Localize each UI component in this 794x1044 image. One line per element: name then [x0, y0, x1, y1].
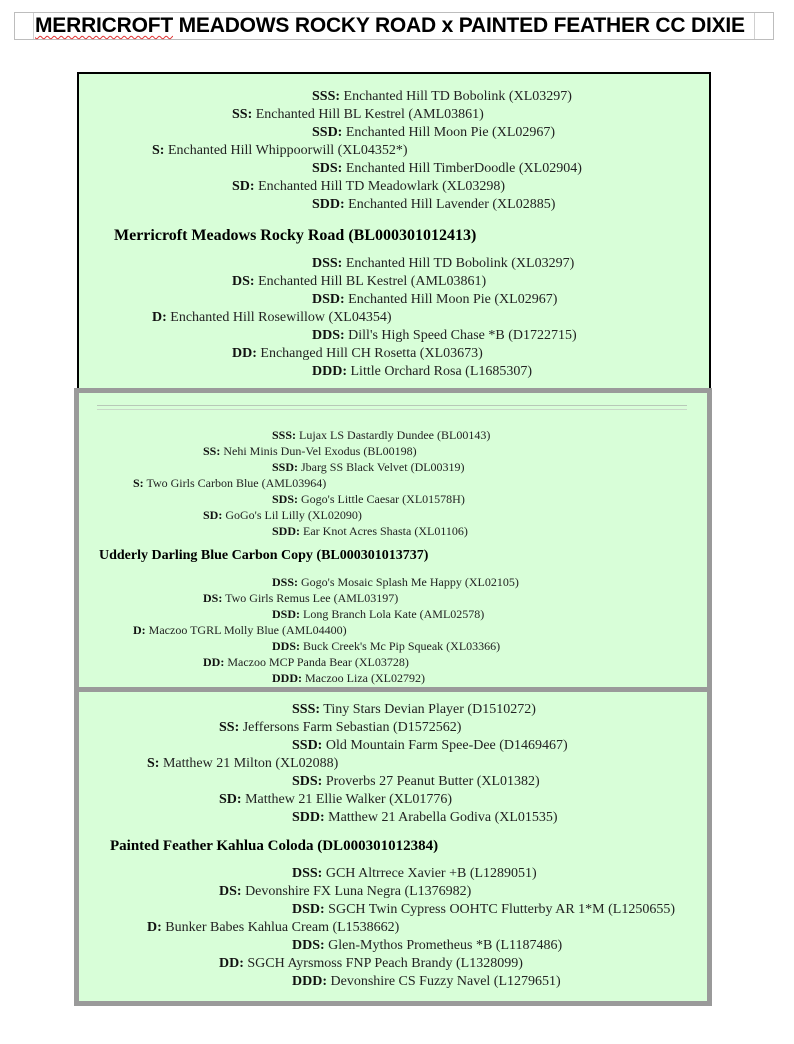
pedigree-entry-dam: D: Enchanted Hill Rosewillow (XL04354) [152, 310, 392, 325]
pedigree-entry-dds: DDS: Dill's High Speed Chase *B (D1722715) [312, 328, 577, 343]
pedigree-entry-sire: S: Two Girls Carbon Blue (AML03964) [133, 476, 327, 490]
pedigree-entry-ds: DS: Two Girls Remus Lee (AML03197) [203, 591, 399, 605]
pedigree-entry-dd: DD: Enchanged Hill CH Rosetta (XL03673) [232, 346, 483, 361]
pedigree-entry-dss: DSS: Gogo's Mosaic Splash Me Happy (XL02105) [272, 575, 519, 589]
pedigree-panel-kahlua-coloda [74, 687, 712, 1006]
pedigree-entry-ss: SS: Jeffersons Farm Sebastian (D1572562) [219, 720, 462, 735]
title-bar [14, 12, 774, 40]
pedigree-entry-ddd: DDD: Maczoo Liza (XL02792) [272, 671, 425, 685]
pedigree-subject: Merricroft Meadows Rocky Road (BL000301012413) [114, 227, 477, 244]
pedigree-entry-sdd: SDD: Ear Knot Acres Shasta (XL01106) [272, 524, 468, 538]
pedigree-entry-dss: DSS: Enchanted Hill TD Bobolink (XL03297) [312, 256, 575, 271]
pedigree-entry-dss: DSS: GCH Altrrece Xavier +B (L1289051) [292, 866, 537, 881]
pedigree-entry-sd: SD: GoGo's Lil Lilly (XL02090) [203, 508, 362, 522]
pedigree-entry-sire: S: Enchanted Hill Whippoorwill (XL04352*) [152, 143, 408, 158]
pedigree-entry-ssd: SSD: Enchanted Hill Moon Pie (XL02967) [312, 125, 556, 140]
title-cell-right [754, 13, 773, 39]
pedigree-entry-ssd: SSD: Old Mountain Farm Spee-Dee (D1469467) [292, 738, 568, 753]
pedigree-entry-ddd: DDD: Little Orchard Rosa (L1685307) [312, 364, 533, 379]
title-rest: MEADOWS ROCKY ROAD x PAINTED FEATHER CC DIXIE [173, 14, 745, 37]
pedigree-entry-ss: SS: Enchanted Hill BL Kestrel (AML03861) [232, 107, 484, 122]
pedigree-entry-dsd: DSD: Long Branch Lola Kate (AML02578) [272, 607, 485, 621]
pedigree-entry-sss: SSS: Lujax LS Dastardly Dundee (BL00143) [272, 428, 491, 442]
pedigree-entry-ddd: DDD: Devonshire CS Fuzzy Navel (L1279651) [292, 974, 561, 989]
pedigree-entry-sd: SD: Matthew 21 Ellie Walker (XL01776) [219, 792, 453, 807]
pedigree-entry-dam: D: Bunker Babes Kahlua Cream (L1538662) [147, 920, 400, 935]
pedigree-entry-ssd: SSD: Jbarg SS Black Velvet (DL00319) [272, 460, 465, 474]
pedigree-entry-sdd: SDD: Matthew 21 Arabella Godiva (XL01535) [292, 810, 558, 825]
pedigree-entry-sds: SDS: Gogo's Little Caesar (XL01578H) [272, 492, 465, 506]
pedigree-entry-dsd: DSD: SGCH Twin Cypress OOHTC Flutterby AR 1*M (L1250655) [292, 902, 675, 917]
pedigree-entry-dam: D: Maczoo TGRL Molly Blue (AML04400) [133, 623, 347, 637]
pedigree-entry-sdd: SDD: Enchanted Hill Lavender (XL02885) [312, 197, 556, 212]
title-first-word: MERRICROFT [35, 14, 173, 37]
horizontal-rule [97, 405, 687, 410]
pedigree-entry-dd: DD: Maczoo MCP Panda Bear (XL03728) [203, 655, 409, 669]
pedigree-entry-sds: SDS: Enchanted Hill TimberDoodle (XL02904) [312, 161, 582, 176]
pedigree-entry-dd: DD: SGCH Ayrsmoss FNP Peach Brandy (L1328099) [219, 956, 523, 971]
pedigree-entry-sire: S: Matthew 21 Milton (XL02088) [147, 756, 339, 771]
pedigree-entry-ss: SS: Nehi Minis Dun-Vel Exodus (BL00198) [203, 444, 417, 458]
pedigree-panel-rocky-road [77, 72, 711, 388]
pedigree-entry-dds: DDS: Glen-Mythos Prometheus *B (L1187486) [292, 938, 563, 953]
pedigree-entry-dsd: DSD: Enchanted Hill Moon Pie (XL02967) [312, 292, 558, 307]
pedigree-entry-sd: SD: Enchanted Hill TD Meadowlark (XL03298) [232, 179, 506, 194]
pedigree-entry-ds: DS: Devonshire FX Luna Negra (L1376982) [219, 884, 472, 899]
pedigree-panel-blue-carbon-copy [74, 388, 712, 692]
pedigree-entry-sss: SSS: Enchanted Hill TD Bobolink (XL03297) [312, 89, 572, 104]
pedigree-subject: Udderly Darling Blue Carbon Copy (BL000301013737) [99, 548, 429, 563]
document-title[interactable] [35, 14, 745, 38]
title-cell-left [15, 13, 34, 39]
pedigree-entry-dds: DDS: Buck Creek's Mc Pip Squeak (XL03366) [272, 639, 501, 653]
pedigree-entry-sss: SSS: Tiny Stars Devian Player (D1510272) [292, 702, 536, 717]
pedigree-entry-sds: SDS: Proverbs 27 Peanut Butter (XL01382) [292, 774, 540, 789]
pedigree-entry-ds: DS: Enchanted Hill BL Kestrel (AML03861) [232, 274, 487, 289]
pedigree-subject: Painted Feather Kahlua Coloda (DL000301012384) [110, 838, 439, 854]
